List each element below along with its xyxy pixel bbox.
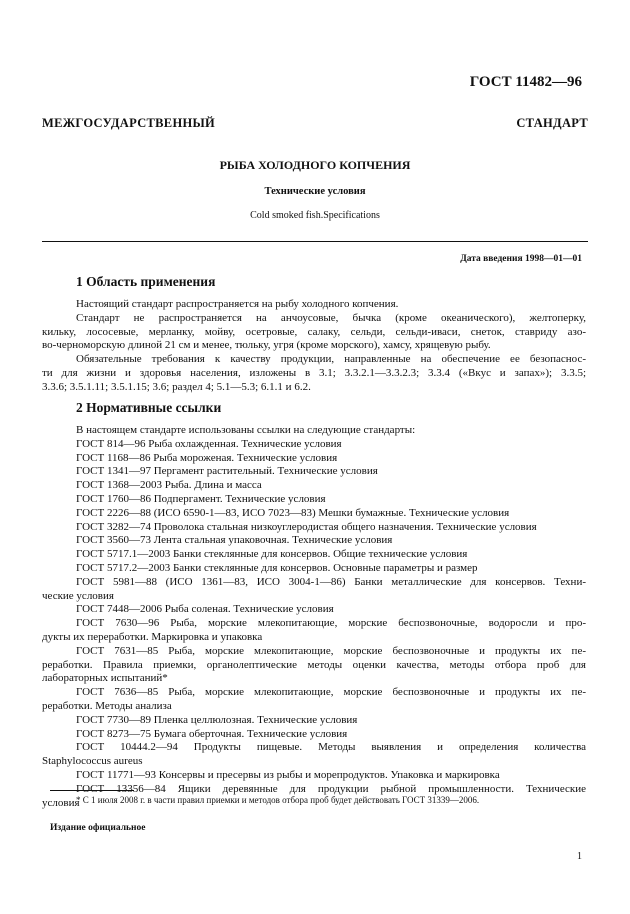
reference-line: ческие условия <box>42 589 114 602</box>
text-line: кильку, лососевые, мерланку, мойву, осетровые, салаку, сельди, сельди-иваси, снеток, ставриду азо- <box>42 325 586 338</box>
reference-line: ГОСТ 11771—93 Консервы и пресервы из рыбы и морепродуктов. Упаковка и маркировка <box>76 768 500 781</box>
reference-line: ГОСТ 5981—88 (ИСО 1361—83, ИСО 3004-1—86) Банки металлические для консервов. Техни- <box>76 575 586 588</box>
page-number: 1 <box>577 851 582 862</box>
english-title: Cold smoked fish.Specifications <box>250 210 380 221</box>
reference-line: ГОСТ 7448—2006 Рыба соленая. Технические условия <box>76 603 334 616</box>
reference-line: ГОСТ 7630—96 Рыба, морские млекопитающие, морские беспозвоночные, водоросли и про- <box>76 617 586 630</box>
text-line: во-черноморскую длиной 21 см и менее, тюльку, угря (кроме морского), хамсу, хрящевую рыбу. <box>42 339 491 352</box>
document-code: ГОСТ 11482—96 <box>469 74 582 90</box>
reference-line: ГОСТ 1341—97 Пергамент растительный. Технические условия <box>76 465 378 478</box>
section-2-body <box>42 424 586 810</box>
publication-mark: Издание официальное <box>50 823 146 833</box>
reference-line: ГОСТ 8273—75 Бумага оберточная. Технические условия <box>76 727 348 740</box>
footnote-rule <box>50 790 134 791</box>
reference-line: ГОСТ 7631—85 Рыба, морские млекопитающие, морские беспозвоночные и продукты их пе- <box>76 644 586 657</box>
section-1-heading: 1 Область применения <box>76 274 216 289</box>
text-line: ти для жизни и здоровья населения, изложены в 3.1; 3.3.2.1—3.3.2.3; 3.3.4 («Вкус и запах»); 3.3.5; <box>42 366 586 379</box>
reference-line: дукты их переработки. Маркировка и упаковка <box>42 630 263 643</box>
reference-line: реработки. Методы анализа <box>42 699 172 712</box>
reference-line: ГОСТ 3560—73 Лента стальная упаковочная. Технические условия <box>76 534 393 547</box>
section-1-body <box>42 298 586 395</box>
reference-line: ГОСТ 13356—84 Ящики деревянные для продукции рыбной промышленности. Технические <box>76 782 586 795</box>
header-rule <box>42 241 588 242</box>
text-line: Стандарт не распространяется на анчоусовые, бычка (кроме океанического), желтоперку, <box>76 311 586 324</box>
text-line: В настоящем стандарте использованы ссылки на следующие стандарты: <box>76 424 416 436</box>
reference-line: ГОСТ 7730—89 Пленка целлюлозная. Технические условия <box>76 713 358 726</box>
document-title: РЫБА ХОЛОДНОГО КОПЧЕНИЯ <box>219 158 411 172</box>
footnote: * С 1 июля 2008 г. в части правил приемки и методов отбора проб будет действовать ГОСТ 31339—2006. <box>76 795 480 805</box>
reference-line: ГОСТ 2226—88 (ИСО 6590-1—83, ИСО 7023—83) Мешки бумажные. Технические условия <box>76 506 510 519</box>
reference-line: ГОСТ 5717.2—2003 Банки стеклянные для консервов. Основные параметры и размер <box>76 561 478 574</box>
reference-line: ГОСТ 7636—85 Рыба, морские млекопитающие, морские беспозвоночные и продукты их пе- <box>76 686 586 699</box>
reference-line: ГОСТ 5717.1—2003 Банки стеклянные для консервов. Общие технические условия <box>76 548 468 561</box>
reference-line: ГОСТ 814—96 Рыба охлажденная. Технические условия <box>76 437 342 450</box>
reference-line: ГОСТ 1368—2003 Рыба. Длина и масса <box>76 479 262 492</box>
reference-line: Staphylococcus aureus <box>42 755 143 768</box>
document-subtitle: Технические условия <box>264 186 366 197</box>
text-line: Настоящий стандарт распространяется на рыбу холодного копчения. <box>76 298 399 310</box>
reference-line: ГОСТ 10444.2—94 Продукты пищевые. Методы выявления и определения количества <box>76 741 586 754</box>
standard-type: МЕЖГОСУДАРСТВЕННЫЙ СТАНДАРТ <box>42 116 588 130</box>
text-line: 3.3.6; 3.5.1.11; 3.5.1.15; 3.6; раздел 4; 5.1—5.3; 6.1.1 и 6.2. <box>42 380 311 393</box>
introduction-date: Дата введения 1998—01—01 <box>460 254 582 264</box>
reference-line: реработки. Правила приемки, органолептические методы оценки качества, методы отбора проб для <box>42 658 586 671</box>
reference-line: ГОСТ 3282—74 Проволока стальная низкоуглеродистая общего назначения. Технические условия <box>76 520 537 533</box>
reference-line: ГОСТ 1168—86 Рыба мороженая. Технические условия <box>76 451 338 464</box>
reference-line: лабораторных испытаний* <box>42 672 168 685</box>
section-2-heading: 2 Нормативные ссылки <box>76 400 222 415</box>
reference-line: условия <box>42 796 80 809</box>
text-line: Обязательные требования к качеству продукции, направленные на обеспечение ее безопаснос- <box>76 353 586 366</box>
reference-line: ГОСТ 1760—86 Подпергамент. Технические условия <box>76 492 326 505</box>
